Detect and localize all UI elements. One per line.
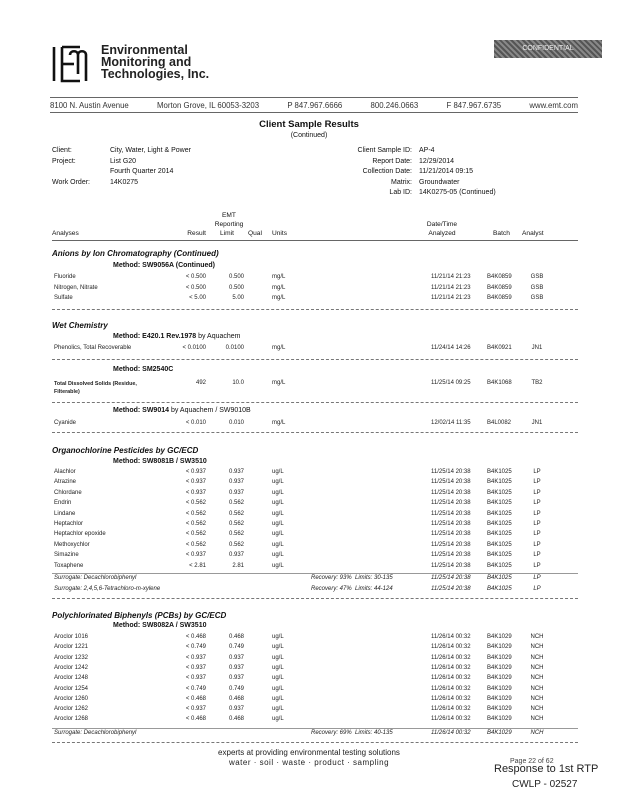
pcb-cell-result: < 0.468 [185, 716, 206, 723]
pcb-cell-batch: B4K1029 [487, 664, 512, 671]
pcb-row [0, 675, 618, 685]
pcb-cell-result: < 0.749 [185, 644, 206, 651]
pcb-cell-limit: 0.468 [228, 716, 244, 723]
surrogate-rule [52, 573, 578, 574]
pest-cell-units: ug/L [272, 521, 284, 527]
tds-batch: B4K1068 [487, 380, 512, 386]
pest-surrogate-recovery: Recovery: 47% [311, 585, 352, 592]
pest-cell-date: 11/25/14 20:38 [431, 562, 471, 569]
pcb-cell-limit: 0.937 [228, 664, 244, 671]
pcb-cell-analyte: Aroclor 1221 [54, 644, 89, 651]
pcb-row [0, 696, 618, 706]
pest-cell-units: ug/L [272, 489, 284, 496]
pest-surrogate-analyst: LP [533, 585, 541, 592]
sample-id-label: Client Sample ID: [357, 147, 412, 154]
tds-date: 11/25/14 09:25 [431, 380, 471, 386]
pest-cell-date: 11/25/14 20:38 [431, 541, 471, 548]
anions-method: Method: SW9056A (Continued) [113, 262, 216, 269]
pest-cell-limit: 0.562 [228, 531, 244, 538]
pest-surrogate-label: Surrogate: Decachlorobiphenyl [54, 575, 137, 581]
pcb-surrogate-row [0, 730, 618, 740]
anions-cell-batch: B4K0859 [487, 274, 512, 280]
pcb-cell-result: < 0.937 [185, 664, 206, 671]
pest-cell-analyst: LP [533, 531, 541, 538]
pcb-cell-batch: B4K1029 [487, 644, 512, 651]
pest-cell-limit: 0.937 [228, 479, 244, 486]
pcb-cell-analyst: NCH [530, 654, 544, 661]
divider [52, 432, 578, 433]
pest-cell-batch: B4K1025 [487, 479, 512, 486]
collection-date-value: 11/21/2014 09:15 [419, 168, 473, 175]
pest-cell-batch: B4K1025 [487, 562, 512, 569]
emt-logo [50, 44, 92, 84]
pcb-cell-limit: 0.937 [228, 675, 244, 682]
wet-cell-date: 11/24/14 14:26 [431, 345, 471, 351]
tds-line-2: Filterable) [54, 389, 80, 395]
pest-cell-result: < 0.562 [185, 500, 206, 507]
wet-cell-batch: B4L0082 [487, 420, 512, 426]
pcb-cell-limit: 0.468 [228, 634, 244, 640]
header-rule-top [50, 97, 578, 98]
address-web: www.emt.com [529, 101, 578, 110]
pest-cell-analyst: LP [533, 552, 541, 559]
anions-cell-limit: 0.500 [228, 284, 244, 291]
pest-cell-analyst: LP [533, 479, 541, 486]
workorder-label: Work Order: [52, 178, 90, 186]
pest-cell-date: 11/25/14 20:38 [431, 489, 471, 496]
anions-cell-analyte: Nitrogen, Nitrate [54, 284, 98, 291]
pest-cell-analyte: Methoxychlor [54, 541, 90, 548]
pest-cell-date: 11/25/14 20:38 [431, 500, 471, 507]
pcb-surrogate-label: Surrogate: Decachlorobiphenyl [54, 730, 137, 736]
workorder-value: 14K0275 [110, 178, 139, 186]
pest-cell-result: < 2.81 [189, 562, 206, 569]
pest-cell-limit: 0.562 [228, 510, 244, 517]
sample-id-value: AP-4 [419, 147, 435, 154]
pest-surrogate-date: 11/25/14 20:38 [431, 585, 471, 592]
pest-row [0, 563, 618, 573]
wet-method-3-sub: by Aquachem / SW9010B [169, 407, 251, 414]
pcb-cell-analyst: NCH [530, 695, 544, 702]
anions-cell-limit: 0.500 [228, 274, 244, 280]
pest-surrogate-limits: Limits: 44-124 [355, 585, 393, 592]
pest-cell-date: 11/25/14 20:38 [431, 531, 471, 538]
pesticides-method: Method: SW8081B / SW3510 [113, 458, 207, 465]
pcb-cell-batch: B4K1029 [487, 716, 512, 723]
divider [52, 402, 578, 403]
section-anions-title: Anions by Ion Chromatography (Continued) [52, 249, 219, 258]
pest-surrogate-limits: Limits: 30-135 [355, 575, 393, 581]
wet-cell-batch: B4K0921 [487, 345, 512, 351]
wet-row [0, 345, 618, 355]
pest-cell-analyte: Simazine [54, 552, 79, 559]
confidential-stamp: CONFIDENTIAL [494, 40, 602, 58]
pest-cell-batch: B4K1025 [487, 552, 512, 559]
pest-cell-analyte: Endrin [54, 500, 72, 507]
pest-cell-limit: 0.562 [228, 521, 244, 527]
pest-cell-units: ug/L [272, 531, 284, 538]
wet-cell-date: 12/02/14 11:35 [431, 420, 471, 426]
pcb-row [0, 665, 618, 675]
header-analyses: Analyses [52, 230, 79, 237]
pest-cell-analyst: LP [533, 541, 541, 548]
anions-cell-batch: B4K0859 [487, 295, 512, 301]
page-number: Page 22 of 62 [510, 758, 554, 765]
pcb-surrogate-date: 11/26/14 00:32 [431, 730, 471, 736]
pest-cell-units: ug/L [272, 479, 284, 486]
header-emt: EMT [222, 212, 236, 219]
divider [52, 309, 578, 310]
pest-cell-analyst: LP [533, 510, 541, 517]
pest-row [0, 542, 618, 552]
tds-analyte [54, 380, 137, 396]
wet-method-1-sub: by Aquachem [196, 333, 241, 340]
matrix-value: Groundwater [419, 178, 460, 186]
address-street: 8100 N. Austin Avenue [50, 101, 129, 110]
lab-id-label: Lab ID: [389, 189, 412, 196]
anions-row [0, 274, 618, 284]
anions-cell-units: mg/L [272, 284, 286, 291]
table-row-tds [0, 380, 618, 395]
pcb-cell-date: 11/26/14 00:32 [431, 644, 471, 651]
report-date-value: 12/29/2014 [419, 157, 455, 165]
footer-services: water · soil · waste · product · sampling [228, 758, 390, 767]
pcb-cell-units: ug/L [272, 644, 284, 651]
anions-cell-analyst: GSB [530, 284, 544, 291]
wet-cell-units: mg/L [272, 345, 286, 351]
pcb-cell-units: ug/L [272, 634, 284, 640]
wet-cell-result: < 0.010 [185, 420, 206, 426]
pest-cell-analyte: Atrazine [54, 479, 77, 486]
pcb-cell-analyst: NCH [530, 706, 544, 713]
pcb-row [0, 644, 618, 654]
pcb-cell-analyst: NCH [530, 634, 544, 640]
pest-row [0, 531, 618, 541]
company-line-1: Environmental [101, 43, 188, 57]
anions-cell-units: mg/L [272, 295, 286, 301]
pest-cell-result: < 0.562 [185, 521, 206, 527]
pcb-cell-units: ug/L [272, 675, 284, 682]
response-label: Response to 1st RTP [494, 763, 599, 775]
anions-cell-date: 11/21/14 21:23 [431, 274, 471, 280]
pcb-method: Method: SW8082A / SW3510 [113, 622, 207, 629]
header-analyst: Analyst [522, 230, 544, 237]
anions-row [0, 295, 618, 305]
pcb-cell-units: ug/L [272, 664, 284, 671]
pcb-cell-batch: B4K1029 [487, 675, 512, 682]
header-datetime: Date/Time [426, 221, 458, 228]
pest-cell-result: < 0.562 [185, 531, 206, 538]
pest-cell-result: < 0.937 [185, 489, 206, 496]
pest-row [0, 511, 618, 521]
wet-cell-analyst: JN1 [531, 345, 543, 351]
wet-cell-units: mg/L [272, 420, 286, 426]
collection-date-label: Collection Date: [362, 168, 412, 175]
pcb-cell-analyte: Aroclor 1260 [54, 695, 89, 702]
pcb-row [0, 716, 618, 726]
pest-surrogate-analyst: LP [533, 575, 541, 581]
client-label: Client: [52, 147, 72, 154]
pcb-cell-result: < 0.468 [185, 634, 206, 640]
pest-cell-limit: 0.937 [228, 489, 244, 496]
pcb-surrogate-recovery: Recovery: 69% [311, 730, 352, 736]
pcb-cell-date: 11/26/14 00:32 [431, 685, 471, 692]
pest-surrogate-label: Surrogate: 2,4,5,6-Tetrachloro-m-xylene [54, 585, 161, 592]
wet-method-1-name: Method: E420.1 Rev.1978 [113, 333, 197, 340]
anions-cell-analyst: GSB [530, 274, 544, 280]
pcb-cell-date: 11/26/14 00:32 [431, 664, 471, 671]
divider [52, 598, 578, 599]
pest-cell-batch: B4K1025 [487, 541, 512, 548]
pest-cell-analyst: LP [533, 469, 541, 475]
wet-method-3 [113, 407, 251, 414]
footer-tagline: experts at providing environmental testing solutions [218, 748, 400, 757]
pest-cell-analyte: Chlordane [54, 489, 82, 496]
wet-cell-result: < 0.0100 [182, 345, 206, 351]
pcb-surrogate-batch: B4K1029 [487, 730, 512, 736]
pcb-cell-analyte: Aroclor 1268 [54, 716, 89, 723]
pest-row [0, 479, 618, 489]
pest-cell-result: < 0.937 [185, 469, 206, 475]
pest-cell-batch: B4K1025 [487, 489, 512, 496]
sample-info [346, 146, 496, 199]
pest-cell-limit: 0.562 [228, 500, 244, 507]
pest-cell-analyte: Toxaphene [54, 562, 84, 569]
pcb-cell-batch: B4K1029 [487, 695, 512, 702]
anions-cell-analyte: Fluoride [54, 274, 76, 280]
address-phone: P 847.967.6666 [287, 101, 343, 110]
pcb-cell-batch: B4K1029 [487, 706, 512, 713]
pcb-cell-analyte: Aroclor 1016 [54, 634, 89, 640]
pest-cell-units: ug/L [272, 562, 284, 569]
pest-surrogate-recovery: Recovery: 93% [311, 575, 352, 581]
pcb-cell-analyte: Aroclor 1262 [54, 706, 89, 713]
tds-analyst: TB2 [531, 380, 543, 386]
pest-cell-limit: 0.562 [228, 541, 244, 548]
header-underline [52, 240, 578, 241]
pcb-row [0, 706, 618, 716]
wet-cell-analyte: Cyanide [54, 420, 77, 426]
header-batch: Batch [493, 230, 510, 237]
tds-units: mg/L [272, 380, 286, 386]
pest-cell-batch: B4K1025 [487, 469, 512, 475]
pest-cell-batch: B4K1025 [487, 500, 512, 507]
header-analyzed: Analyzed [428, 230, 456, 237]
pest-cell-date: 11/25/14 20:38 [431, 479, 471, 486]
pcb-cell-result: < 0.749 [185, 685, 206, 692]
pcb-row [0, 686, 618, 696]
anions-cell-date: 11/21/14 21:23 [431, 295, 471, 301]
pcb-cell-date: 11/26/14 00:32 [431, 654, 471, 661]
pcb-cell-units: ug/L [272, 654, 284, 661]
wet-cell-limit: 0.0100 [225, 345, 244, 351]
pcb-cell-analyst: NCH [530, 675, 544, 682]
pcb-row [0, 634, 618, 644]
company-line-3: Technologies, Inc. [101, 67, 210, 81]
pcb-cell-date: 11/26/14 00:32 [431, 695, 471, 702]
pest-cell-date: 11/25/14 20:38 [431, 521, 471, 527]
anions-cell-analyst: GSB [530, 295, 544, 301]
tds-result: 492 [195, 380, 206, 386]
pest-cell-date: 11/25/14 20:38 [431, 469, 471, 475]
pcb-cell-batch: B4K1029 [487, 654, 512, 661]
pest-cell-batch: B4K1025 [487, 521, 512, 527]
pest-cell-batch: B4K1025 [487, 531, 512, 538]
section-pcb-title: Polychlorinated Biphenyls (PCBs) by GC/ECD [52, 611, 227, 620]
pcb-cell-analyte: Aroclor 1248 [54, 675, 89, 682]
project-value: List G20 [110, 157, 137, 165]
pest-cell-analyte: Heptachlor [54, 521, 84, 527]
anions-cell-date: 11/21/14 21:23 [431, 284, 471, 291]
pest-cell-analyst: LP [533, 500, 541, 507]
pest-surrogate-row [0, 575, 618, 585]
company-name [101, 44, 209, 80]
address-bar [50, 101, 578, 110]
company-line-2: Monitoring and [101, 55, 192, 69]
pcb-cell-units: ug/L [272, 706, 284, 713]
pcb-cell-date: 11/26/14 00:32 [431, 706, 471, 713]
pcb-cell-analyst: NCH [530, 664, 544, 671]
lab-id-value: 14K0275-05 (Continued) [419, 189, 496, 196]
pest-cell-result: < 0.562 [185, 541, 206, 548]
header-result: Result [187, 230, 206, 237]
wet-method-2: Method: SM2540C [113, 366, 174, 373]
pest-cell-result: < 0.937 [185, 479, 206, 486]
pest-cell-analyst: LP [533, 521, 541, 527]
document-id: CWLP - 02527 [512, 779, 578, 790]
project-label: Project: [52, 157, 76, 165]
address-fax: F 847.967.6735 [446, 101, 502, 110]
pest-cell-analyst: LP [533, 562, 541, 569]
pcb-cell-result: < 0.937 [185, 706, 206, 713]
pest-cell-date: 11/25/14 20:38 [431, 510, 471, 517]
pcb-cell-analyst: NCH [530, 644, 544, 651]
client-value: City, Water, Light & Power [110, 147, 191, 154]
tds-limit: 10.0 [232, 380, 244, 386]
pest-cell-analyte: Lindane [54, 510, 76, 517]
anions-cell-result: < 5.00 [189, 295, 206, 301]
pcb-cell-analyst: NCH [530, 685, 544, 692]
pest-cell-units: ug/L [272, 541, 284, 548]
pest-row [0, 490, 618, 500]
wet-cell-analyte: Phenolics, Total Recoverable [54, 345, 132, 351]
pcb-row [0, 655, 618, 665]
header-limit: Limit [220, 230, 234, 237]
pest-cell-result: < 0.937 [185, 552, 206, 559]
pcb-cell-date: 11/26/14 00:32 [431, 716, 471, 723]
pest-cell-analyte: Alachlor [54, 469, 76, 475]
project-quarter: Fourth Quarter 2014 [110, 168, 174, 175]
anions-cell-result: < 0.500 [185, 284, 206, 291]
page-subtitle: (Continued) [290, 132, 328, 139]
pcb-cell-limit: 0.937 [228, 706, 244, 713]
pest-cell-units: ug/L [272, 552, 284, 559]
pcb-cell-analyte: Aroclor 1242 [54, 664, 89, 671]
pest-cell-units: ug/L [272, 510, 284, 517]
pcb-cell-result: < 0.937 [185, 654, 206, 661]
pest-cell-result: < 0.562 [185, 510, 206, 517]
pcb-cell-result: < 0.468 [185, 695, 206, 702]
pcb-surrogate-limits: Limits: 40-135 [355, 730, 393, 736]
pest-cell-limit: 0.937 [228, 552, 244, 559]
pcb-cell-analyte: Aroclor 1254 [54, 685, 89, 692]
pcb-cell-limit: 0.749 [228, 644, 244, 651]
pest-cell-limit: 0.937 [228, 469, 244, 475]
pest-cell-units: ug/L [272, 500, 284, 507]
pest-cell-analyte: Heptachlor epoxide [54, 531, 106, 538]
pcb-cell-analyst: NCH [530, 716, 544, 723]
anions-row [0, 285, 618, 295]
section-wet-title: Wet Chemistry [52, 321, 108, 330]
pcb-cell-date: 11/26/14 00:32 [431, 634, 471, 640]
pcb-cell-batch: B4K1029 [487, 634, 512, 640]
wet-method-1 [113, 333, 241, 340]
tds-line-1: Total Dissolved Solids (Residue, [54, 381, 137, 387]
pest-cell-date: 11/25/14 20:38 [431, 552, 471, 559]
pcb-cell-batch: B4K1029 [487, 685, 512, 692]
report-date-label: Report Date: [372, 157, 412, 165]
divider [52, 742, 578, 743]
anions-cell-batch: B4K0859 [487, 284, 512, 291]
pest-surrogate-date: 11/25/14 20:38 [431, 575, 471, 581]
pcb-cell-units: ug/L [272, 716, 284, 723]
header-rule-bottom [50, 112, 578, 113]
anions-cell-limit: 5.00 [232, 295, 244, 301]
pest-row [0, 469, 618, 479]
wet-method-3-name: Method: SW9014 [113, 407, 170, 414]
header-units: Units [272, 230, 288, 237]
pcb-cell-date: 11/26/14 00:32 [431, 675, 471, 682]
pcb-cell-analyte: Aroclor 1232 [54, 654, 89, 661]
pest-row [0, 500, 618, 510]
header-qual: Qual [248, 230, 262, 237]
anions-cell-result: < 0.500 [185, 274, 206, 280]
pest-row [0, 552, 618, 562]
pest-surrogate-row [0, 586, 618, 596]
pcb-cell-result: < 0.937 [185, 675, 206, 682]
page-title: Client Sample Results [259, 119, 359, 130]
pest-cell-units: ug/L [272, 469, 284, 475]
pcb-cell-limit: 0.749 [228, 685, 244, 692]
anions-cell-analyte: Sulfate [54, 295, 73, 301]
address-city: Morton Grove, IL 60053-3203 [157, 101, 260, 110]
pest-cell-analyst: LP [533, 489, 541, 496]
wet-row [0, 420, 618, 430]
section-pesticides-title: Organochlorine Pesticides by GC/ECD [52, 446, 199, 455]
pest-cell-batch: B4K1025 [487, 510, 512, 517]
pest-surrogate-batch: B4K1025 [487, 585, 512, 592]
anions-cell-units: mg/L [272, 274, 286, 280]
pest-surrogate-batch: B4K1025 [487, 575, 512, 581]
client-info [52, 146, 191, 188]
matrix-label: Matrix: [391, 178, 412, 186]
wet-cell-analyst: JN1 [531, 420, 543, 426]
pcb-cell-limit: 0.468 [228, 695, 244, 702]
header-reporting: Reporting [214, 221, 244, 228]
pcb-surrogate-analyst: NCH [530, 730, 544, 736]
pcb-cell-limit: 0.937 [228, 654, 244, 661]
pcb-cell-units: ug/L [272, 695, 284, 702]
pcb-cell-units: ug/L [272, 685, 284, 692]
pest-row [0, 521, 618, 531]
pest-cell-limit: 2.81 [232, 562, 244, 569]
wet-cell-limit: 0.010 [228, 420, 244, 426]
divider [52, 359, 578, 360]
address-tollfree: 800.246.0663 [370, 101, 419, 110]
surrogate-rule [52, 728, 578, 729]
